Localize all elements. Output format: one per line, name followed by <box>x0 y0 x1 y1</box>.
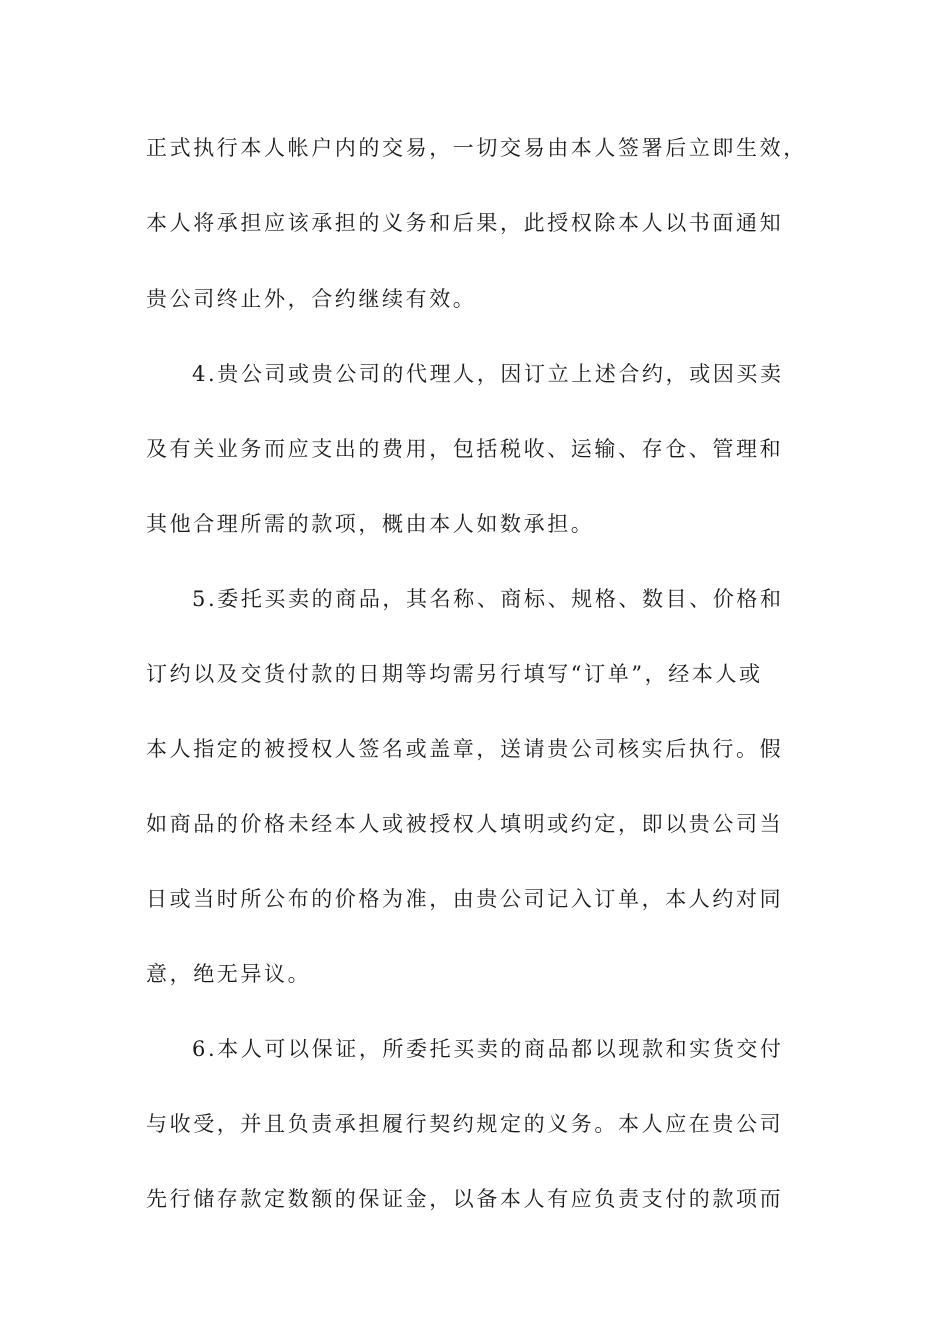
text-line: 与收受，并且负责承担履行契约规定的义务。本人应在贵公司 <box>146 1112 784 1136</box>
text-line: 订约以及交货付款的日期等均需另行填写“订单”，经本人或 <box>146 662 763 686</box>
text-line: 及有关业务而应支出的费用，包括税收、运输、存仓、管理和 <box>146 437 784 461</box>
text-line: 其他合理所需的款项，概由本人如数承担。 <box>146 512 595 536</box>
paragraph-start-line: 6.本人可以保证，所委托买卖的商品都以现款和实货交付 <box>192 1037 784 1061</box>
text-line: 意，绝无异议。 <box>146 962 312 986</box>
text-line: 如商品的价格未经本人或被授权人填明或约定，即以贵公司当 <box>146 812 784 836</box>
text-line: 先行储存款定数额的保证金，以备本人有应负责支付的款项而 <box>146 1187 784 1211</box>
paragraph-start-line: 4.贵公司或贵公司的代理人，因订立上述合约，或因买卖 <box>192 362 784 386</box>
text-line: 贵公司终止外，合约继续有效。 <box>146 287 477 311</box>
text-line: 日或当时所公布的价格为准，由贵公司记入订单，本人约对同 <box>146 887 784 911</box>
text-line: 本人指定的被授权人签名或盖章，送请贵公司核实后执行。假 <box>146 737 784 761</box>
text-line: 本人将承担应该承担的义务和后果，此授权除本人以书面通知 <box>146 211 784 235</box>
paragraph-start-line: 5.委托买卖的商品，其名称、商标、规格、数目、价格和 <box>192 587 784 611</box>
text-line: 正式执行本人帐户内的交易，一切交易由本人签署后立即生效， <box>146 136 807 160</box>
